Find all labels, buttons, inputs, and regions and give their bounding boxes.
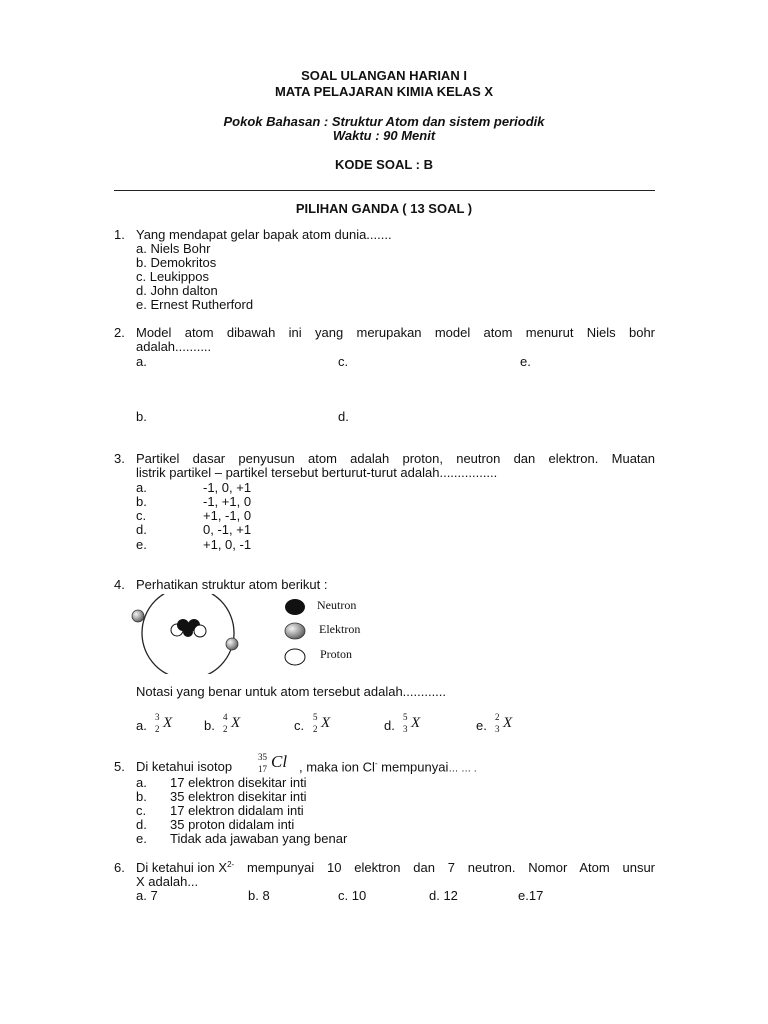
option-a-value: -1, 0, +1 bbox=[203, 480, 252, 495]
section-title: PILIHAN GANDA ( 13 SOAL ) bbox=[295, 201, 473, 216]
choice-b-letter: b. bbox=[204, 718, 215, 733]
question-text-line-1: Partikel dasar penyusun atom adalah proton, neutron dan elektron. Muatan bbox=[136, 451, 655, 466]
option-e-letter: e. bbox=[136, 831, 147, 846]
option-d: d. 12 bbox=[429, 888, 458, 903]
question-text-line-2: adalah.......... bbox=[136, 339, 212, 354]
choice-e-letter: e. bbox=[476, 718, 487, 733]
option-a: a. Niels Bohr bbox=[136, 241, 211, 256]
notation-question: Notasi yang benar untuk atom tersebut adalah............ bbox=[136, 684, 447, 699]
choice-a-letter: a. bbox=[136, 718, 147, 733]
option-c-value: +1, -1, 0 bbox=[203, 508, 252, 523]
legend-proton-label: Proton bbox=[320, 647, 353, 661]
particle-legend-icons bbox=[283, 598, 307, 668]
option-e-label: e. bbox=[520, 354, 531, 369]
question-text-line-1: Model atom dibawah ini yang merupakan model atom menurut Niels bohr bbox=[136, 325, 655, 340]
option-e-letter: e. bbox=[136, 537, 147, 552]
electron-particle bbox=[226, 638, 238, 650]
question-text-start: Di ketahui isotop bbox=[136, 759, 233, 774]
option-a-text: 17 elektron disekitar inti bbox=[170, 775, 307, 790]
question-number: 3. bbox=[114, 451, 125, 466]
question-text-line-2: listrik partikel – partikel tersebut berturut-turut adalah................ bbox=[136, 465, 498, 480]
time-line: Waktu : 90 Menit bbox=[332, 128, 436, 143]
atom-structure-diagram bbox=[128, 594, 248, 674]
option-d-value: 0, -1, +1 bbox=[203, 522, 252, 537]
choice-d-letter: d. bbox=[384, 718, 395, 733]
option-c-letter: c. bbox=[136, 508, 147, 523]
option-e: e. Ernest Rutherford bbox=[136, 297, 254, 312]
option-b: b. Demokritos bbox=[136, 255, 217, 270]
title-line-1: SOAL ULANGAN HARIAN I bbox=[301, 68, 467, 83]
option-b-value: -1, +1, 0 bbox=[203, 494, 252, 509]
question-text: Perhatikan struktur atom berikut : bbox=[136, 577, 328, 592]
option-e: e.17 bbox=[518, 888, 544, 903]
question-number: 4. bbox=[114, 577, 125, 592]
option-b-letter: b. bbox=[136, 494, 147, 509]
choice-c-letter: c. bbox=[294, 718, 305, 733]
question-text-line-2: X adalah... bbox=[136, 874, 199, 889]
option-e-text: Tidak ada jawaban yang benar bbox=[170, 831, 348, 846]
option-a: a. 7 bbox=[136, 888, 158, 903]
neutron-legend-icon bbox=[285, 599, 305, 615]
option-c-text: 17 elektron didalam inti bbox=[170, 803, 304, 818]
option-d-letter: d. bbox=[136, 817, 147, 832]
option-a-letter: a. bbox=[136, 480, 147, 495]
question-text: Yang mendapat gelar bapak atom dunia....... bbox=[136, 227, 392, 242]
question-text-rest: , maka ion Cl- mempunyai… … . bbox=[299, 759, 477, 775]
option-d-letter: d. bbox=[136, 522, 147, 537]
electron-particle bbox=[132, 610, 144, 622]
proton-particle bbox=[194, 625, 206, 637]
option-b-text: 35 elektron disekitar inti bbox=[170, 789, 307, 804]
legend-neutron-label: Neutron bbox=[317, 598, 357, 612]
option-a-letter: a. bbox=[136, 775, 147, 790]
question-number: 1. bbox=[114, 227, 125, 242]
question-number: 2. bbox=[114, 325, 125, 340]
question-text-line-1: Di ketahui ion X 2- mempunyai 10 elektron dan 7 neutron. Nomor Atom unsur bbox=[136, 860, 655, 875]
option-c-label: c. bbox=[338, 354, 349, 369]
horizontal-divider bbox=[114, 190, 655, 191]
exam-code: KODE SOAL : B bbox=[335, 157, 433, 172]
option-c-letter: c. bbox=[136, 803, 147, 818]
question-number: 5. bbox=[114, 759, 125, 774]
legend-electron-label: Elektron bbox=[319, 622, 361, 636]
option-d-text: 35 proton didalam inti bbox=[170, 817, 295, 832]
option-c: c. 10 bbox=[338, 888, 367, 903]
option-b-label: b. bbox=[136, 409, 147, 424]
option-b: b. 8 bbox=[248, 888, 270, 903]
neutron-particle bbox=[183, 627, 193, 637]
option-d: d. John dalton bbox=[136, 283, 218, 298]
option-b-letter: b. bbox=[136, 789, 147, 804]
subject-line: Pokok Bahasan : Struktur Atom dan sistem periodik bbox=[223, 114, 545, 129]
option-e-value: +1, 0, -1 bbox=[203, 537, 252, 552]
title-line-2: MATA PELAJARAN KIMIA KELAS X bbox=[274, 84, 494, 99]
proton-legend-icon bbox=[285, 649, 305, 665]
option-d-label: d. bbox=[338, 409, 349, 424]
option-a-label: a. bbox=[136, 354, 147, 369]
electron-legend-icon bbox=[285, 623, 305, 639]
option-c: c. Leukippos bbox=[136, 269, 209, 284]
question-number: 6. bbox=[114, 860, 125, 875]
